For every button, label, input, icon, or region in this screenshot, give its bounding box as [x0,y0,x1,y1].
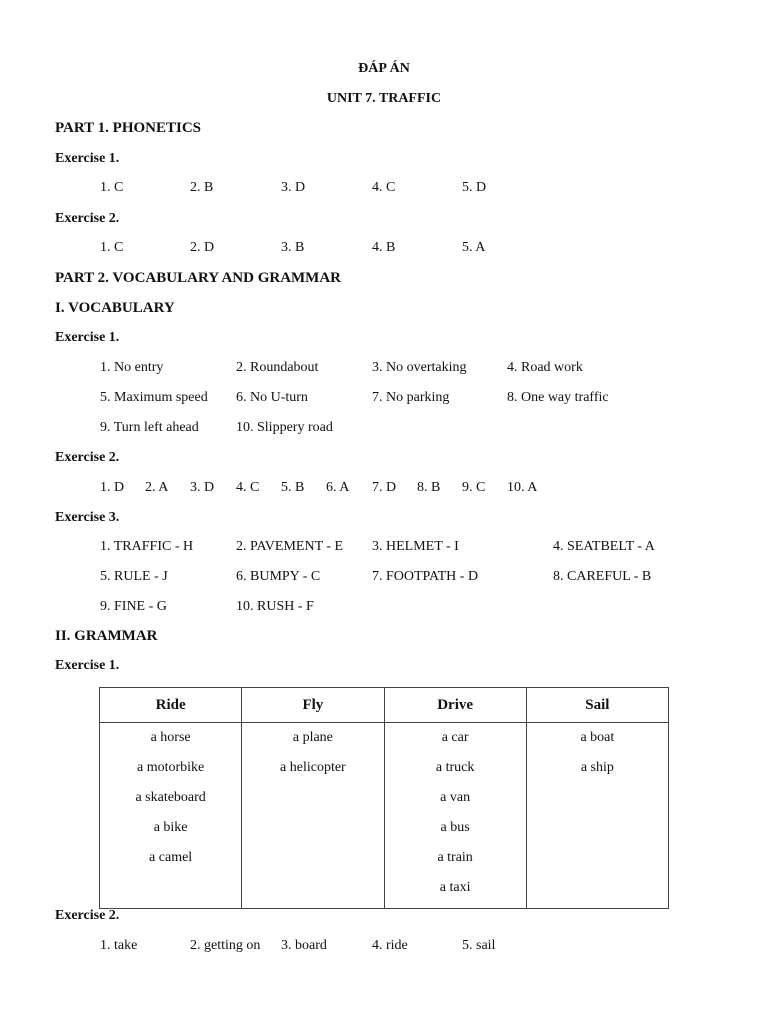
vocab-ex3-row [0,539,768,559]
answer: 3. B [281,240,305,255]
column-header: Drive [384,688,526,723]
answer: 6. No U-turn [236,390,308,405]
answer: 9. C [462,480,486,495]
vocab-ex2-answers [0,480,768,500]
answer: 2. A [145,480,169,495]
answer: 1. C [100,180,124,195]
answer: 5. Maximum speed [100,390,208,405]
grammar-heading: II. GRAMMAR [55,628,158,644]
column-header: Fly [242,688,384,723]
list-item: a car [441,730,469,745]
vocab-ex1-row [0,390,768,410]
answer: 7. No parking [372,390,450,405]
answer: 4. C [236,480,260,495]
grammar-ex2-answers [0,938,768,958]
answer: 1. TRAFFIC - H [100,539,194,554]
answer: 8. B [417,480,441,495]
part1-heading: PART 1. PHONETICS [55,120,202,136]
grammar-ex1-label: Exercise 1. [55,658,120,673]
part1-ex1-label: Exercise 1. [55,151,120,166]
answer: 2. B [190,180,214,195]
list-item: a horse [150,730,191,745]
list-item: a motorbike [136,760,205,775]
answer: 9. Turn left ahead [100,420,199,435]
answer: 10. RUSH - F [236,599,314,614]
list-item: a plane [292,730,333,745]
answer: 5. RULE - J [100,569,168,584]
part2-heading: PART 2. VOCABULARY AND GRAMMAR [55,270,342,286]
vocabulary-heading: I. VOCABULARY [55,300,175,316]
answer: 5. B [281,480,305,495]
answer: 10. A [507,480,538,495]
vocab-ex3-row [0,569,768,589]
list-item: a bike [153,820,188,835]
answer: 2. getting on [190,938,261,953]
answer: 3. No overtaking [372,360,467,375]
table-header-row [100,688,669,723]
answer: 9. FINE - G [100,599,167,614]
part1-ex2-label: Exercise 2. [55,211,120,226]
list-item: a helicopter [280,760,346,775]
column-header: Ride [100,688,242,723]
answer: 1. C [100,240,124,255]
answer: 4. B [372,240,396,255]
document-title: ĐÁP ÁN [358,61,410,76]
answer: 5. A [462,240,486,255]
answer: 1. D [100,480,125,495]
answer: 4. Road work [507,360,583,375]
answer: 3. board [281,938,327,953]
list-item: a train [437,850,473,865]
answer: 2. D [190,240,215,255]
answer: 1. No entry [100,360,164,375]
list-item: a ship [580,760,614,775]
answer: 3. D [190,480,215,495]
table-row [100,723,669,909]
vocab-ex1-label: Exercise 1. [55,330,120,345]
fly-column [242,723,384,909]
answer: 7. FOOTPATH - D [372,569,479,584]
answer: 2. PAVEMENT - E [236,539,344,554]
answer: 6. A [326,480,350,495]
vocab-ex2-label: Exercise 2. [55,450,120,465]
list-item: a van [440,790,471,805]
grammar-ex2-label: Exercise 2. [55,908,120,923]
answer: 2. Roundabout [236,360,319,375]
answer: 4. SEATBELT - A [553,539,655,554]
answer: 3. D [281,180,306,195]
verb-noun-table [99,687,669,909]
sail-column [526,723,668,909]
column-header: Sail [526,688,668,723]
list-item: a taxi [439,880,471,895]
list-item: a bus [440,820,470,835]
vocab-ex1-row [0,360,768,380]
part1-ex2-answers [0,240,768,260]
list-item: a boat [580,730,615,745]
answer: 8. CAREFUL - B [553,569,652,584]
answer: 4. ride [372,938,408,953]
answer: 5. D [462,180,487,195]
answer: 1. take [100,938,138,953]
answer: 4. C [372,180,396,195]
list-item: a truck [435,760,475,775]
list-item: a camel [149,850,193,865]
vocab-ex3-label: Exercise 3. [55,510,120,525]
answer: 10. Slippery road [236,420,333,435]
vocab-ex3-row [0,599,768,619]
answer: 6. BUMPY - C [236,569,321,584]
drive-column [384,723,526,909]
part1-ex1-answers [0,180,768,200]
vocab-ex1-row [0,420,768,440]
answer: 3. HELMET - I [372,539,459,554]
answer: 5. sail [462,938,496,953]
answer: 8. One way traffic [507,390,609,405]
answer: 7. D [372,480,397,495]
ride-column [100,723,242,909]
list-item: a skateboard [135,790,206,805]
unit-title: UNIT 7. TRAFFIC [326,91,442,106]
